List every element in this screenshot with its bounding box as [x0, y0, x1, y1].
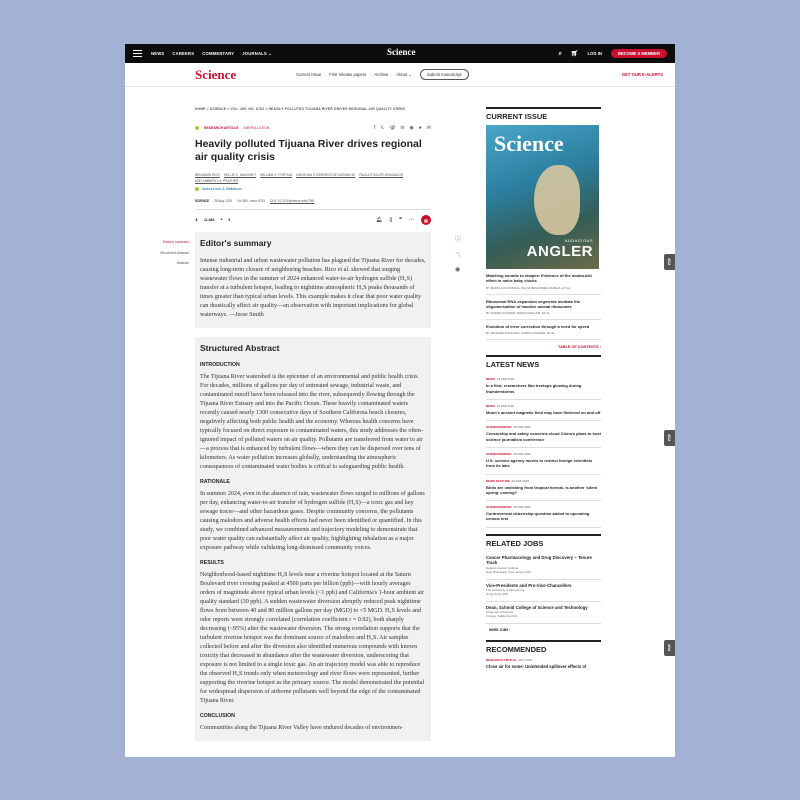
nav-current-issue[interactable]: Current Issue [296, 72, 322, 77]
news-title[interactable]: U.S. science agency moves to restrict foreign scientists from its labs [486, 457, 593, 469]
news-item[interactable] [486, 475, 601, 502]
nav-commentary[interactable]: COMMENTARY [202, 51, 235, 56]
volume-issue[interactable]: Vol 389, Issue 6763 [237, 199, 266, 203]
section-nav-editors-summary[interactable]: Editor's summary [162, 240, 189, 244]
news-title[interactable]: Birds are vanishing from tropical forests. Is another 'silent spring' coming? [486, 484, 597, 495]
current-issue-heading: CURRENT ISSUE [486, 112, 548, 121]
bell-icon[interactable]: 🔔︎ [376, 217, 383, 223]
related-jobs-heading: RELATED JOBS [486, 538, 544, 548]
abstract-section-heading: RATIONALE [200, 479, 230, 485]
news-date: 26 FEB 2026 [496, 377, 515, 382]
news-item[interactable] [486, 421, 601, 448]
linkedin-icon[interactable]: in [400, 125, 405, 131]
abstract-section-heading: CONCLUSION [200, 713, 235, 719]
nav-careers[interactable]: CAREERS [172, 51, 195, 56]
article-title: Heavily polluted Tijuana River drives regional air quality crisis [195, 138, 422, 163]
news-date: 26 FEB 2026 [513, 505, 531, 510]
issue-item-authors: BY MARIA LOCONSOLE, SILVIA BENAVIDES-VARELA, ET AL. [486, 285, 572, 290]
rec-date: MAY 2019 [518, 657, 532, 662]
author-link[interactable]: KAROLINA CYSNEIROS DE CARVALHO [296, 173, 356, 177]
info-icon[interactable]: ⓘ [455, 237, 462, 243]
cover-illustration [534, 165, 580, 235]
eye-icon[interactable]: ◉ [455, 267, 461, 273]
rec-title[interactable]: Close air for some: Unintended spillover effects of [486, 663, 587, 669]
job-item[interactable] [486, 602, 601, 624]
bluesky-icon[interactable]: 🦋︎ [389, 125, 396, 131]
news-item[interactable] [486, 501, 601, 528]
article-tags [195, 125, 431, 131]
wechat-icon[interactable]: ● [418, 125, 422, 131]
article-type-tag[interactable]: RESEARCH ARTICLE [204, 126, 239, 130]
open-access-icon [195, 126, 199, 130]
recommended-heading: RECOMMENDED [486, 644, 547, 654]
table-of-contents-link[interactable]: TABLE OF CONTENTS › [558, 345, 601, 350]
author-link[interactable]: PAULA STIGLER-GRANADOS [359, 173, 403, 177]
issue-item[interactable] [486, 295, 601, 321]
latest-news-section [486, 355, 601, 527]
metrics-icon[interactable]: 〽 [455, 253, 462, 259]
news-kicker: SCIENCEINSIDER [486, 451, 512, 456]
top-navbar [125, 44, 675, 63]
right-sidebar [486, 107, 601, 669]
quote-icon: ❝ [220, 218, 223, 222]
submit-manuscript-button[interactable]: Submit manuscript [420, 69, 469, 80]
issue-item-title[interactable]: Matching sounds to shapes: Evidence of the bouba-kiki effect in naïve baby chicks [486, 273, 592, 284]
editors-summary [195, 232, 431, 328]
article-tools [376, 215, 431, 225]
article-metrics-bar [195, 209, 431, 225]
rec-kicker: RESEARCH ARTICLE [486, 657, 517, 662]
editors-summary-text: Intense industrial and urban wastewater pollution has plagued the Tijuana River for decades, causing long-term closure of neighboring beaches. Rico et al. showed that surging wastewater flows in the summer of 2024 enhanced water-to-air hydrogen sulfide (H₂S) transfer at a turbulent hotspot, leading to nighttime atmospheric H₂S peaks thousands of times greater than typical urban levels. This example makes it clear that poor water quality can drastically affect air quality—an observation with important implications for global waterways. —Jesse Smith [200, 258, 426, 318]
news-date: 26 FEB 2026 [511, 478, 529, 483]
citation-meta [195, 199, 431, 203]
pub-date: 28 Aug 2025 [214, 199, 233, 203]
job-employer: Chapman University Orange, California (US) [486, 610, 518, 619]
structured-abstract-heading: Structured Abstract [200, 343, 280, 353]
pdf-download-icon[interactable]: ▤ [421, 215, 431, 225]
email-icon[interactable]: ✉ [426, 125, 431, 131]
nav-first-release[interactable]: First release papers [329, 72, 367, 77]
menu-icon[interactable] [133, 50, 142, 57]
facebook-icon[interactable]: f [373, 125, 376, 131]
news-title[interactable]: In a first, researchers film treetops glowing during thunderstorms [486, 383, 582, 394]
science-logo[interactable]: Science [195, 66, 237, 82]
cover-line-2: ANGLER [526, 243, 593, 260]
login-link[interactable]: LOG IN [587, 51, 602, 56]
top-nav [151, 51, 272, 56]
cart-icon[interactable]: 🛒︎ [570, 50, 579, 57]
author-link[interactable]: KELLIE C. DANGHEIT [223, 173, 257, 177]
job-title[interactable]: Cancer Pharmacology and Drug Discovery – Tenure Track [486, 554, 592, 566]
affiliations-link[interactable] [195, 187, 431, 191]
abstract-section-text: In summer 2024, even in the absence of rain, wastewater flows surged to millions of gallons per day, enhancing water-to-air transfer of hydrogen sulfide (H₂S)—a toxic gas and key sewage tracer—and other hazardous gases. Despite community concerns, the pollutants causing malodors and adverse health effects had never been identified or quantified. In this study, we combined advanced measurements and trajectory modeling to demonstrate that poor water quality can substantially affect air quality, highlighting inhalation as a major exposure pathway while validating long-dismissed community voices. [200, 491, 425, 551]
nav-news[interactable]: NEWS [151, 51, 165, 56]
news-kicker: NEWS FEATURE [486, 478, 510, 483]
x-icon[interactable]: 𝕏 [380, 125, 385, 131]
e-alerts-link[interactable]: GET OUR E-ALERTS [621, 72, 663, 77]
news-kicker: SCIENCEINSIDER [486, 505, 512, 510]
job-item[interactable] [486, 552, 601, 580]
breadcrumb[interactable]: HOME > SCIENCE > VOL. 389, NO. 6763 > HEAVILY POLLUTED TIJUANA RIVER DRIVES REGIONAL AIR QUALITY CRISIS [195, 107, 406, 111]
citation-count: 5 [228, 218, 231, 222]
issue-item-title[interactable]: Ribosomal RNA expansion segments mediate the oligomerization of inactive animal ribosomes [486, 298, 581, 309]
current-issue-section [486, 107, 601, 349]
news-title[interactable]: Censorship and safety concerns cloud China's plans to host science journalism conference [486, 431, 601, 442]
job-employer: The University of Hong Kong Hong Kong (HK) [486, 588, 525, 596]
news-date: 26 FEB 2026 [513, 425, 531, 430]
news-kicker: NEWS [486, 377, 495, 382]
science-logo-top[interactable]: Science [387, 47, 416, 57]
become-member-button[interactable]: BECOME A MEMBER [611, 49, 667, 58]
journal-subbar [125, 63, 675, 87]
news-date: 26 FEB 2026 [513, 451, 531, 456]
structured-abstract [195, 337, 431, 741]
related-jobs-section [486, 534, 601, 632]
cite-icon[interactable]: ❞ [399, 217, 402, 223]
section-nav [147, 237, 189, 269]
author-list [195, 173, 431, 183]
latest-news-heading: LATEST NEWS [486, 360, 540, 370]
job-title[interactable]: Vice-Presidents and Pro-Vice-Chancellors [486, 582, 572, 588]
issue-item[interactable] [486, 320, 601, 340]
abstract-section-text: Neighborhood-based nighttime H₂S levels near a riverine hotspot located at the Saturn Boulevard river crossing peaked at 4500 parts per billion (ppb)—with hourly averages orders of magnitude above typical urban levels (<1 ppb) and California's 1-hour ambient air quality standard (30 ppb). A sudden wastewater diversion abruptly reduced peak nighttime flows from between 40 and 80 million gallons per day (MGD) to <5 MGD. H₂S levels and odor reports were strongly correlated (correlation coefficient r = 0.92), both sharply decreasing (~95%) after the wastewater diversion. The strong correlation supports that the turbulent riverine hotspot was the dominant source of malodors and H₂S. Air samples collected before and after the diversion also identified numerous compounds with known toxicity that decreased in abundance after the wastewater diversion, underscoring that exposure is not limited to a single toxic gas. An air trajectory model was able to reproduce the observed H₂S trends only when meteorology and river flows were represented, further supporting the riverine hotspot as the primary source. The model demonstrated the potential for widespread dispersion of airborne pollutants well beyond the edge of the contaminated Tijuana River. [200, 572, 425, 704]
job-employer: Rutgers Cancer Institute New Brunswick, New Jersey (US) [486, 565, 531, 574]
article-main [195, 107, 431, 741]
nav-archive[interactable]: Archive [374, 72, 389, 77]
pdf-tab[interactable]: PDF [664, 254, 675, 270]
share-icon[interactable]: ⋯ [409, 217, 414, 223]
cover-logo: Science [494, 131, 564, 156]
abstract-section-text: The Tijuana River watershed is the epicenter of an environmental and public health crisis. For decades, millions of gallons per day of untreated sewage, industrial waste, and contaminated runoff have been released into the river, subsequently flowing through the Tijuana River Estuary and into the Pacific Ocean. These heavily contaminated waters recently caused nearly 1300 consecutive days of Southern California beach closures, negatively affecting both public health and the economy. Whereas health concerns have typically focused on direct exposure to contaminated waters, this study addresses the often-ignored impact of polluted waters on air quality. Pollutants are transferred from water to air—a process that is enhanced by turbulent flows—where they can be dispersed over tens of kilometers. As water pollution increases globally, understanding the atmospheric consequences of contaminated water bodies is critical to safeguarding public health. [200, 374, 423, 470]
top-right-actions [559, 49, 667, 58]
editors-summary-heading: Editor's summary [200, 238, 272, 248]
news-date: 26 FEB 2026 [496, 404, 515, 409]
reddit-icon[interactable]: ◉ [409, 125, 414, 131]
plus-icon [195, 187, 199, 191]
author-link[interactable]: WILLIAM G. FORTUM [260, 173, 293, 177]
pdf-tab[interactable]: PDF [664, 430, 675, 446]
recommended-section [486, 640, 601, 669]
abstract-section-text: Communities along the Tijuana River Valley have endured decades of environmen- [200, 725, 403, 731]
journal-name: SCIENCE [195, 199, 210, 203]
issue-item[interactable] [486, 269, 601, 295]
issue-item-title[interactable]: Evolution of error correction through a need for speed [486, 324, 590, 330]
news-title[interactable]: Moon's ancient magnetic field may have flickered on and off [486, 410, 601, 416]
affiliations-label: Authors Info & Affiliations [202, 187, 242, 191]
search-icon[interactable]: ⌕ [558, 50, 562, 57]
floating-tools [455, 234, 461, 273]
view-count: 11,084 [203, 218, 215, 222]
more-jobs-link[interactable]: MORE JOBS › [489, 627, 511, 632]
nav-journals[interactable]: JOURNALS ⌄ [242, 51, 272, 56]
issue-cover-image[interactable] [486, 125, 599, 269]
bookmark-icon[interactable]: ▯ [389, 217, 393, 223]
download-icon: ⬇ [195, 218, 198, 222]
author-link[interactable]: BENJAMIN RICO [195, 173, 220, 177]
issue-item-authors: BY RICHARD RAHULES, KAREN HOOKER, ET AL. [486, 331, 556, 336]
doi-link[interactable]: DOI: 10.1126/science.adw7349 [270, 199, 315, 203]
job-title[interactable]: Dean, Schmid College of Science and Technology [486, 604, 588, 610]
issue-item-authors: BY ANDRE SCHMIDT, MARIA MAILLOB, ET AL. [486, 311, 551, 316]
job-item[interactable] [486, 580, 601, 602]
pdf-tab[interactable]: PDF [664, 640, 675, 656]
cover-line-1: AUDACIOUS [564, 238, 593, 243]
news-item[interactable] [486, 448, 601, 475]
article-page [125, 44, 675, 757]
abstract-section-heading: RESULTS [200, 560, 224, 566]
section-nav-abstract[interactable]: Abstract [176, 261, 189, 265]
news-item[interactable] [486, 400, 601, 421]
journal-nav [296, 69, 468, 80]
nav-about[interactable]: About ⌄ [396, 72, 412, 77]
news-kicker: NEWS [486, 404, 495, 409]
section-nav-structured-abstract[interactable]: Structured Abstract [160, 250, 189, 255]
share-bar [374, 125, 431, 131]
topic-tag[interactable]: AIR POLLUTION [243, 126, 270, 130]
author-link[interactable]: AND KIMBERLY A. PRATHER [195, 179, 239, 183]
news-item[interactable] [486, 373, 601, 400]
news-title[interactable]: Controversial citizenship question added to upcoming census test [486, 511, 590, 522]
abstract-section-heading: INTRODUCTION [200, 362, 240, 368]
news-kicker: SCIENCEINSIDER [486, 425, 512, 430]
